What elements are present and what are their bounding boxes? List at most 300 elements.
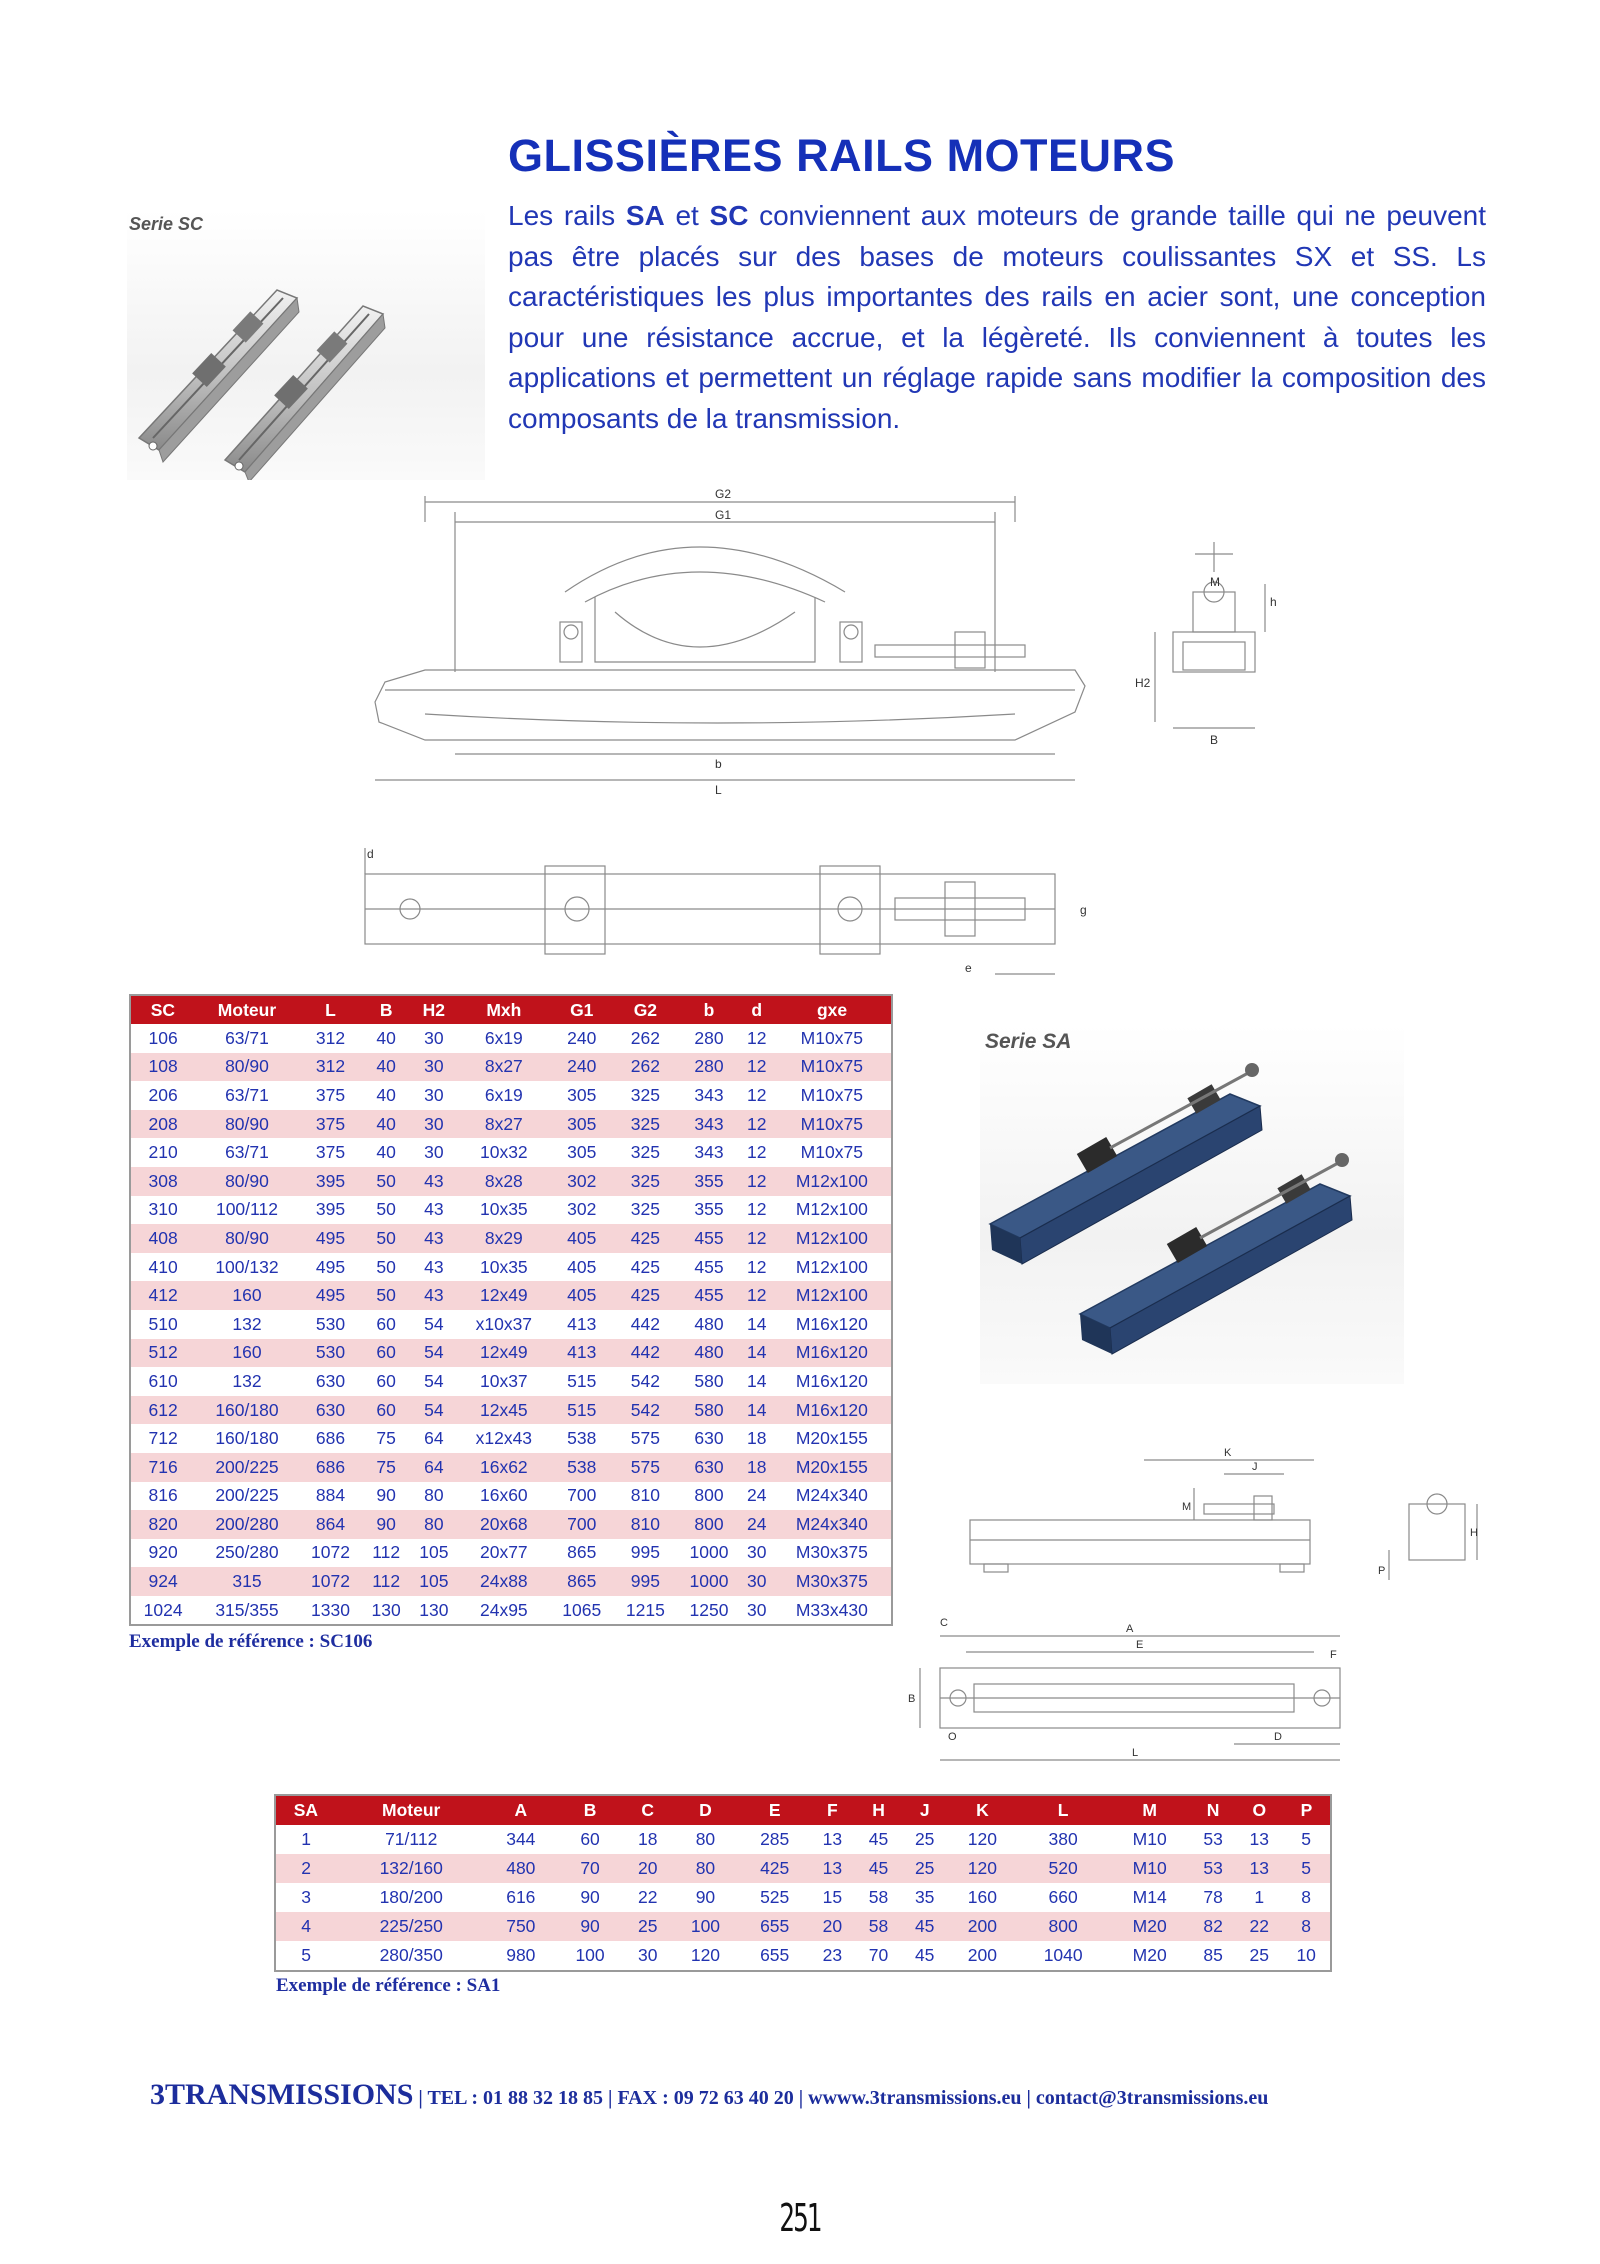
table-cell: 6x19 [458, 1024, 550, 1053]
table-cell: 495 [299, 1253, 363, 1282]
table-cell: 8x27 [458, 1110, 550, 1139]
sa-dim-c-label: C [940, 1617, 948, 1629]
table-cell: 58 [855, 1883, 901, 1912]
table-cell: 200 [948, 1912, 1017, 1941]
dim-h2-label: H2 [1135, 676, 1151, 690]
table-cell: 542 [614, 1396, 678, 1425]
table-cell: 285 [740, 1825, 809, 1854]
table-row [130, 1396, 892, 1425]
column-header: B [362, 995, 410, 1024]
table-cell: 305 [550, 1110, 614, 1139]
intro-paragraph: Les rails SA et SC conviennent aux moteurs de grande taille qui ne peuvent pas être placés sur des bases de moteurs coulissantes SX et SS. Ls caractéristiques les plus importantes des rails en acier sont, une conception pour une résistance accrue, et la légèreté. Ils conviennent à toutes les applications et permettent un réglage rapide sans modifier la composition des composants de la transmission. [508, 200, 1486, 434]
table-cell: 5 [275, 1941, 336, 1971]
table-cell: 405 [550, 1253, 614, 1282]
table-row [130, 1596, 892, 1626]
dim-e-label: e [965, 961, 972, 975]
table-cell: 10x37 [458, 1367, 550, 1396]
sa-dim-m-label: M [1182, 1501, 1192, 1513]
table-cell: 455 [677, 1253, 741, 1282]
table-cell: 45 [855, 1825, 901, 1854]
contact-footer [150, 2078, 1268, 2112]
table-cell: 8x27 [458, 1053, 550, 1082]
table-cell: 54 [410, 1367, 458, 1396]
table-cell: M16x120 [773, 1339, 892, 1368]
table-cell: 655 [740, 1941, 809, 1971]
dim-b-label: b [715, 757, 722, 771]
table-cell: 262 [614, 1053, 678, 1082]
table-cell: 82 [1190, 1912, 1236, 1941]
table-cell: 375 [299, 1110, 363, 1139]
table-cell: M20x155 [773, 1424, 892, 1453]
table-cell: 442 [614, 1339, 678, 1368]
page-title: GLISSIÈRES RAILS MOTEURS [508, 130, 1176, 181]
page-number: 251 [779, 2196, 821, 2240]
table-cell: 45 [855, 1854, 901, 1883]
table-row [130, 1196, 892, 1225]
brand-name: 3TRANSMISSIONS [150, 2078, 414, 2111]
sa-dim-d-label: D [1274, 1731, 1282, 1743]
table-cell: 12 [741, 1224, 773, 1253]
sa-dim-e-label: E [1136, 1639, 1144, 1651]
table-cell: 575 [614, 1424, 678, 1453]
table-cell: 50 [362, 1281, 410, 1310]
table-cell: 3 [275, 1883, 336, 1912]
table-cell: 980 [486, 1941, 555, 1971]
table-cell: 208 [130, 1110, 195, 1139]
table-row [130, 1424, 892, 1453]
table-cell: 80 [410, 1510, 458, 1539]
table-cell: 686 [299, 1453, 363, 1482]
table-cell: 280 [677, 1024, 741, 1053]
column-header: L [1017, 1795, 1109, 1825]
serie-sc-photo [127, 210, 485, 480]
table-row [130, 1110, 892, 1139]
table-cell: 53 [1190, 1854, 1236, 1883]
table-cell: 24 [741, 1482, 773, 1511]
table-cell: 408 [130, 1224, 195, 1253]
table-cell: 425 [614, 1224, 678, 1253]
table-row [130, 1453, 892, 1482]
table-cell: 30 [410, 1081, 458, 1110]
table-cell: 810 [614, 1510, 678, 1539]
table-cell: 442 [614, 1310, 678, 1339]
table-cell: 495 [299, 1281, 363, 1310]
table-cell: 343 [677, 1138, 741, 1167]
table-cell: 240 [550, 1053, 614, 1082]
table-cell: 1 [275, 1825, 336, 1854]
table-cell: 40 [362, 1081, 410, 1110]
table-cell: 310 [130, 1196, 195, 1225]
table-cell: 54 [410, 1396, 458, 1425]
table-cell: 575 [614, 1453, 678, 1482]
table-cell: M14 [1109, 1883, 1190, 1912]
table-cell: 40 [362, 1024, 410, 1053]
sa-dim-p-label: P [1378, 1565, 1386, 1577]
table-cell: 308 [130, 1167, 195, 1196]
table-cell: 395 [299, 1196, 363, 1225]
table-cell: 395 [299, 1167, 363, 1196]
table-cell: 325 [614, 1167, 678, 1196]
dim-g1-label: G1 [715, 508, 732, 522]
table-cell: 30 [741, 1567, 773, 1596]
table-cell: 43 [410, 1196, 458, 1225]
table-cell: 14 [741, 1367, 773, 1396]
table-cell: 302 [550, 1167, 614, 1196]
table-cell: 43 [410, 1281, 458, 1310]
table-cell: 20x77 [458, 1539, 550, 1568]
table-cell: 130 [362, 1596, 410, 1626]
column-header: A [486, 1795, 555, 1825]
table-cell: 1000 [677, 1567, 741, 1596]
table-cell: 1024 [130, 1596, 195, 1626]
table-cell: 200/280 [195, 1510, 298, 1539]
dim-h-label: h [1270, 595, 1277, 609]
table-cell: 43 [410, 1167, 458, 1196]
table-cell: 375 [299, 1081, 363, 1110]
table-cell: 865 [550, 1539, 614, 1568]
table-cell: 200/225 [195, 1453, 298, 1482]
table-cell: 262 [614, 1024, 678, 1053]
table-cell: 100 [671, 1912, 740, 1941]
table-cell: 515 [550, 1396, 614, 1425]
column-header: H2 [410, 995, 458, 1024]
table-cell: 90 [362, 1510, 410, 1539]
table-cell: 25 [625, 1912, 671, 1941]
table-cell: 90 [362, 1482, 410, 1511]
table-cell: 63/71 [195, 1081, 298, 1110]
table-cell: 700 [550, 1482, 614, 1511]
table-cell: 413 [550, 1310, 614, 1339]
table-cell: 30 [625, 1941, 671, 1971]
table-cell: 80/90 [195, 1053, 298, 1082]
column-header: M [1109, 1795, 1190, 1825]
table-cell: 50 [362, 1253, 410, 1282]
table-cell: 630 [299, 1396, 363, 1425]
table-cell: 25 [1236, 1941, 1282, 1971]
table-cell: 920 [130, 1539, 195, 1568]
table-cell: 50 [362, 1224, 410, 1253]
table-row [130, 1482, 892, 1511]
table-cell: 40 [362, 1110, 410, 1139]
table-cell: 630 [677, 1424, 741, 1453]
table-cell: 12 [741, 1081, 773, 1110]
table-cell: 8x29 [458, 1224, 550, 1253]
table-cell: 425 [614, 1281, 678, 1310]
column-header: P [1282, 1795, 1331, 1825]
table-row [130, 1224, 892, 1253]
table-cell: 660 [1017, 1883, 1109, 1912]
column-header: H [855, 1795, 901, 1825]
table-cell: x12x43 [458, 1424, 550, 1453]
table-cell: 542 [614, 1367, 678, 1396]
sa-spec-table [274, 1794, 1332, 1972]
table-cell: 10x32 [458, 1138, 550, 1167]
table-cell: 6x19 [458, 1081, 550, 1110]
column-header: E [740, 1795, 809, 1825]
table-cell: 43 [410, 1253, 458, 1282]
table-cell: 80 [671, 1825, 740, 1854]
table-cell: 250/280 [195, 1539, 298, 1568]
table-row [130, 1053, 892, 1082]
table-cell: 312 [299, 1024, 363, 1053]
table-cell: 30 [410, 1110, 458, 1139]
sa-rails-illustration [980, 1024, 1404, 1384]
table-cell: 12 [741, 1110, 773, 1139]
table-cell: 18 [625, 1825, 671, 1854]
table-row [130, 1253, 892, 1282]
table-cell: M16x120 [773, 1367, 892, 1396]
table-cell: 12x45 [458, 1396, 550, 1425]
table-cell: 800 [677, 1510, 741, 1539]
dim-g-label: g [1080, 903, 1087, 917]
table-cell: 20 [809, 1912, 855, 1941]
table-cell: 305 [550, 1138, 614, 1167]
table-cell: 54 [410, 1339, 458, 1368]
table-cell: 60 [362, 1367, 410, 1396]
serie-sa-label: Serie SA [985, 1030, 1072, 1053]
table-cell: 22 [1236, 1912, 1282, 1941]
table-cell: 12 [741, 1167, 773, 1196]
table-cell: 132 [195, 1367, 298, 1396]
table-cell: 200 [948, 1941, 1017, 1971]
table-cell: 71/112 [336, 1825, 486, 1854]
table-cell: 63/71 [195, 1024, 298, 1053]
table-cell: 405 [550, 1224, 614, 1253]
table-cell: 80 [410, 1482, 458, 1511]
table-cell: 800 [1017, 1912, 1109, 1941]
table-cell: 12 [741, 1196, 773, 1225]
table-cell: 995 [614, 1539, 678, 1568]
contact-info: | TEL : 01 88 32 18 85 | FAX : 09 72 63 40 20 | wwww.3transmissions.eu | contact@3transmissions.eu [413, 2087, 1269, 2109]
table-row [130, 1539, 892, 1568]
table-cell: 1000 [677, 1539, 741, 1568]
table-row [130, 1138, 892, 1167]
table-cell: 18 [741, 1453, 773, 1482]
sa-reference-example: Exemple de référence : SA1 [276, 1975, 501, 1996]
table-cell: M20x155 [773, 1453, 892, 1482]
table-cell: 412 [130, 1281, 195, 1310]
table-cell: 480 [677, 1310, 741, 1339]
table-cell: 800 [677, 1482, 741, 1511]
dim-l-label: L [715, 783, 722, 797]
table-cell: 12 [741, 1053, 773, 1082]
table-cell: 160 [195, 1339, 298, 1368]
serie-sc-label: Serie SC [129, 214, 204, 234]
table-cell: 80/90 [195, 1110, 298, 1139]
table-cell: 160 [195, 1281, 298, 1310]
sa-dim-h-label: H [1470, 1527, 1478, 1539]
table-cell: 30 [410, 1024, 458, 1053]
table-cell: 25 [902, 1825, 948, 1854]
table-cell: 106 [130, 1024, 195, 1053]
dim-m-label: M [1210, 575, 1220, 589]
table-cell: 210 [130, 1138, 195, 1167]
table-cell: 816 [130, 1482, 195, 1511]
table-cell: 54 [410, 1310, 458, 1339]
table-cell: M33x430 [773, 1596, 892, 1626]
table-cell: 105 [410, 1539, 458, 1568]
table-cell: 510 [130, 1310, 195, 1339]
table-cell: x10x37 [458, 1310, 550, 1339]
sa-dim-b-label: B [908, 1693, 916, 1705]
column-header: G2 [614, 995, 678, 1024]
table-cell: 180/200 [336, 1883, 486, 1912]
table-cell: M12x100 [773, 1253, 892, 1282]
table-cell: 480 [677, 1339, 741, 1368]
table-cell: 325 [614, 1138, 678, 1167]
table-cell: 64 [410, 1424, 458, 1453]
table-cell: M10 [1109, 1825, 1190, 1854]
table-cell: 24x88 [458, 1567, 550, 1596]
column-header: L [299, 995, 363, 1024]
table-cell: 63/71 [195, 1138, 298, 1167]
table-cell: 80 [671, 1854, 740, 1883]
table-cell: 512 [130, 1339, 195, 1368]
column-header: SC [130, 995, 195, 1024]
table-cell: 160 [948, 1883, 1017, 1912]
sa-dim-k-label: K [1224, 1447, 1232, 1459]
table-row [275, 1854, 1331, 1883]
table-cell: 120 [671, 1941, 740, 1971]
table-cell: 480 [486, 1854, 555, 1883]
table-cell: 240 [550, 1024, 614, 1053]
table-cell: 610 [130, 1367, 195, 1396]
table-cell: 686 [299, 1424, 363, 1453]
table-cell: 525 [740, 1883, 809, 1912]
sc-spec-table [129, 994, 893, 1626]
table-cell: 225/250 [336, 1912, 486, 1941]
table-cell: M16x120 [773, 1396, 892, 1425]
table-row [275, 1825, 1331, 1854]
table-cell: 100 [555, 1941, 624, 1971]
table-cell: 200/225 [195, 1482, 298, 1511]
column-header: G1 [550, 995, 614, 1024]
table-cell: 100/112 [195, 1196, 298, 1225]
table-cell: 344 [486, 1825, 555, 1854]
table-cell: 1065 [550, 1596, 614, 1626]
table-cell: 60 [362, 1339, 410, 1368]
column-header: Mxh [458, 995, 550, 1024]
table-cell: 24 [741, 1510, 773, 1539]
table-cell: 30 [410, 1053, 458, 1082]
table-cell: M10x75 [773, 1053, 892, 1082]
table-cell: 325 [614, 1081, 678, 1110]
table-cell: 70 [855, 1941, 901, 1971]
table-cell: 312 [299, 1053, 363, 1082]
table-cell: 18 [741, 1424, 773, 1453]
table-cell: 80/90 [195, 1167, 298, 1196]
table-cell: 45 [902, 1912, 948, 1941]
table-cell: M10x75 [773, 1110, 892, 1139]
table-cell: 12x49 [458, 1281, 550, 1310]
table-cell: 75 [362, 1424, 410, 1453]
column-header: N [1190, 1795, 1236, 1825]
table-cell: 580 [677, 1367, 741, 1396]
table-cell: 14 [741, 1310, 773, 1339]
table-cell: M20 [1109, 1941, 1190, 1971]
table-cell: 425 [614, 1253, 678, 1282]
dim-bb-label: B [1210, 733, 1219, 747]
table-cell: 50 [362, 1167, 410, 1196]
column-header: Moteur [336, 1795, 486, 1825]
table-cell: 22 [625, 1883, 671, 1912]
column-header: d [741, 995, 773, 1024]
table-cell: 30 [741, 1596, 773, 1626]
table-cell: 5 [1282, 1825, 1331, 1854]
column-header: F [809, 1795, 855, 1825]
table-cell: 112 [362, 1567, 410, 1596]
column-header: gxe [773, 995, 892, 1024]
table-cell: M10 [1109, 1854, 1190, 1883]
table-cell: 1330 [299, 1596, 363, 1626]
table-row [275, 1941, 1331, 1971]
table-row [130, 1081, 892, 1110]
table-cell: 90 [555, 1912, 624, 1941]
table-cell: 10x35 [458, 1196, 550, 1225]
table-cell: 580 [677, 1396, 741, 1425]
table-cell: 132 [195, 1310, 298, 1339]
table-cell: M10x75 [773, 1024, 892, 1053]
table-cell: 1215 [614, 1596, 678, 1626]
table-cell: M12x100 [773, 1281, 892, 1310]
table-cell: 40 [362, 1138, 410, 1167]
table-cell: 53 [1190, 1825, 1236, 1854]
column-header: O [1236, 1795, 1282, 1825]
table-cell: 13 [809, 1854, 855, 1883]
table-cell: 160/180 [195, 1396, 298, 1425]
table-row [275, 1912, 1331, 1941]
table-cell: 35 [902, 1883, 948, 1912]
table-cell: 12 [741, 1281, 773, 1310]
table-cell: 530 [299, 1339, 363, 1368]
table-cell: 405 [550, 1281, 614, 1310]
table-cell: 343 [677, 1110, 741, 1139]
table-cell: 13 [1236, 1825, 1282, 1854]
table-cell: 8x28 [458, 1167, 550, 1196]
sa-dim-l-label: L [1132, 1747, 1139, 1759]
table-cell: 355 [677, 1196, 741, 1225]
table-cell: 380 [1017, 1825, 1109, 1854]
table-cell: 302 [550, 1196, 614, 1225]
table-cell: 70 [555, 1854, 624, 1883]
table-row [130, 1510, 892, 1539]
table-cell: 30 [741, 1539, 773, 1568]
table-cell: 1072 [299, 1539, 363, 1568]
table-cell: 130 [410, 1596, 458, 1626]
table-cell: 23 [809, 1941, 855, 1971]
table-cell: M30x375 [773, 1539, 892, 1568]
table-cell: 343 [677, 1081, 741, 1110]
column-header: C [625, 1795, 671, 1825]
table-cell: 43 [410, 1224, 458, 1253]
table-cell: 60 [555, 1825, 624, 1854]
dim-g2-label: G2 [715, 487, 732, 501]
table-cell: 40 [362, 1053, 410, 1082]
table-row [130, 1310, 892, 1339]
table-cell: 25 [902, 1854, 948, 1883]
table-cell: 4 [275, 1912, 336, 1941]
table-cell: 520 [1017, 1854, 1109, 1883]
table-cell: 105 [410, 1567, 458, 1596]
column-header: SA [275, 1795, 336, 1825]
table-cell: 12x49 [458, 1339, 550, 1368]
table-cell: M12x100 [773, 1167, 892, 1196]
table-cell: 612 [130, 1396, 195, 1425]
table-cell: 10 [1282, 1941, 1331, 1971]
table-cell: 13 [809, 1825, 855, 1854]
column-header: K [948, 1795, 1017, 1825]
table-cell: 1 [1236, 1883, 1282, 1912]
